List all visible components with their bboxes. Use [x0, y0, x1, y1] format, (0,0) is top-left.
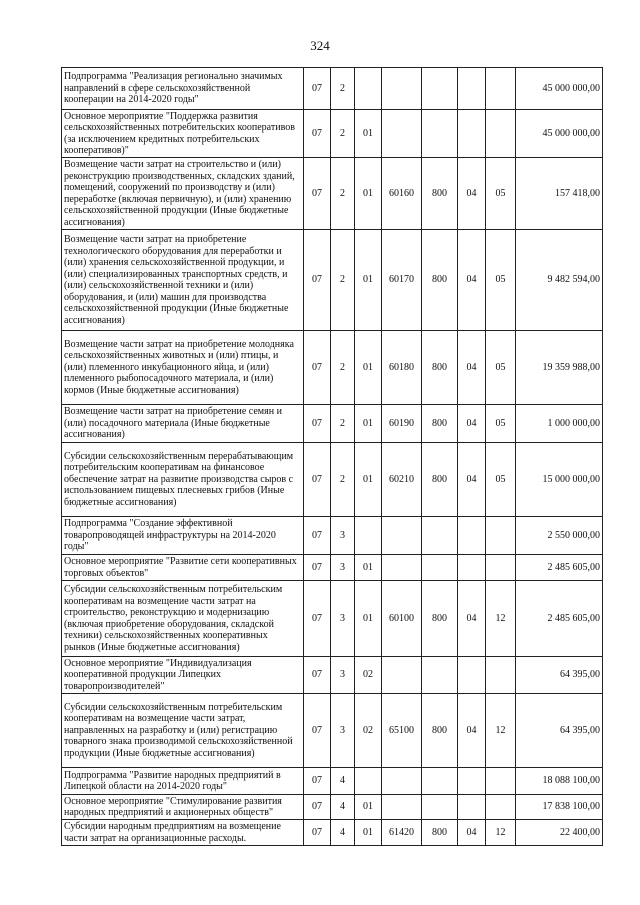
cell-event: 01 — [355, 795, 382, 820]
cell-expense-type: 800 — [422, 443, 458, 517]
cell-section — [458, 68, 486, 110]
cell-subsection — [486, 795, 516, 820]
cell-subsection — [486, 110, 516, 158]
cell-section — [458, 657, 486, 694]
table-row — [62, 443, 603, 517]
cell-amount: 2 485 605,00 — [516, 555, 603, 581]
row-name: Субсидии сельскохозяйственным потребительским кооперативам на возмещение части затрат, направленных на разработку и (или) регистрацию товарного знака производимой сельскохозяйственной продукции (Иные бюджетные ассигнования) — [62, 694, 304, 768]
cell-expense-type: 800 — [422, 581, 458, 657]
cell-event: 01 — [355, 158, 382, 230]
cell-amount: 18 088 100,00 — [516, 768, 603, 795]
cell-section: 04 — [458, 581, 486, 657]
cell-amount: 64 395,00 — [516, 657, 603, 694]
table-row — [62, 768, 603, 795]
cell-program: 2 — [331, 230, 355, 331]
cell-event: 01 — [355, 230, 382, 331]
row-name: Основное мероприятие "Индивидуализация кооперативной продукции Липецких товаропроизводителей" — [62, 657, 304, 694]
cell-amount: 9 482 594,00 — [516, 230, 603, 331]
cell-expense-type — [422, 555, 458, 581]
row-name: Основное мероприятие "Поддержка развития сельскохозяйственных потребительских кооперативов (за исключением кредитных потребительских кооперативов)" — [62, 110, 304, 158]
cell-expense-type — [422, 68, 458, 110]
table-row — [62, 517, 603, 555]
cell-section: 04 — [458, 158, 486, 230]
cell-direction — [382, 517, 422, 555]
cell-program: 3 — [331, 517, 355, 555]
cell-section — [458, 768, 486, 795]
row-name: Субсидии сельскохозяйственным потребительским кооперативам на возмещение части затрат на строительство, реконструкцию и модернизацию (включая приобретение оборудования, складской техники) сельскохозяйственных кооперативных рынков (Иные бюджетные ассигнования) — [62, 581, 304, 657]
row-name: Основное мероприятие "Развитие сети кооперативных торговых объектов" — [62, 555, 304, 581]
cell-section — [458, 110, 486, 158]
cell-expense-type — [422, 110, 458, 158]
table-row — [62, 110, 603, 158]
cell-amount: 19 359 988,00 — [516, 331, 603, 405]
cell-program: 4 — [331, 820, 355, 846]
cell-subsection — [486, 68, 516, 110]
row-name: Возмещение части затрат на приобретение молодняка сельскохозяйственных животных и (или) птицы, и (или) племенного инкубационного яйца, и (или) племенного рыбопосадочного материала, и (или) кормов (Иные бюджетные ассигнования) — [62, 331, 304, 405]
cell-expense-type: 800 — [422, 405, 458, 443]
cell-section — [458, 555, 486, 581]
cell-event — [355, 68, 382, 110]
cell-amount: 22 400,00 — [516, 820, 603, 846]
table-row — [62, 158, 603, 230]
cell-expense-type — [422, 517, 458, 555]
row-name: Подпрограмма "Создание эффективной товаропроводящей инфраструктуры на 2014-2020 годы" — [62, 517, 304, 555]
cell-program: 4 — [331, 768, 355, 795]
cell-ministry: 07 — [304, 68, 331, 110]
cell-amount: 2 550 000,00 — [516, 517, 603, 555]
table-row — [62, 581, 603, 657]
cell-event: 01 — [355, 443, 382, 517]
cell-direction — [382, 110, 422, 158]
cell-program: 2 — [331, 405, 355, 443]
cell-direction — [382, 795, 422, 820]
cell-expense-type: 800 — [422, 694, 458, 768]
row-name: Подпрограмма "Реализация регионально значимых направлений в сфере сельскохозяйственной кооперации на 2014-2020 годы" — [62, 68, 304, 110]
cell-amount: 2 485 605,00 — [516, 581, 603, 657]
cell-amount: 45 000 000,00 — [516, 110, 603, 158]
cell-event: 02 — [355, 694, 382, 768]
cell-expense-type: 800 — [422, 331, 458, 405]
cell-section: 04 — [458, 443, 486, 517]
cell-event: 01 — [355, 820, 382, 846]
cell-subsection: 05 — [486, 331, 516, 405]
row-name: Возмещение части затрат на приобретение технологического оборудования для переработки и (или) хранения сельскохозяйственной продукции, и (или) специализированных транспортных средств, и (или) сельскохозяйственной техники и (или) оборудования, и (или) машин для производства сельскохозяйственной продукции (Иные бюджетные ассигнования) — [62, 230, 304, 331]
cell-event: 01 — [355, 555, 382, 581]
cell-event — [355, 768, 382, 795]
cell-section: 04 — [458, 230, 486, 331]
cell-direction: 60100 — [382, 581, 422, 657]
cell-amount: 45 000 000,00 — [516, 68, 603, 110]
cell-section: 04 — [458, 331, 486, 405]
cell-program: 3 — [331, 657, 355, 694]
cell-expense-type: 800 — [422, 158, 458, 230]
table-row — [62, 331, 603, 405]
table-row — [62, 555, 603, 581]
table-row — [62, 820, 603, 846]
cell-program: 3 — [331, 694, 355, 768]
cell-direction: 60190 — [382, 405, 422, 443]
cell-program: 2 — [331, 443, 355, 517]
cell-direction — [382, 657, 422, 694]
cell-ministry: 07 — [304, 820, 331, 846]
cell-section: 04 — [458, 820, 486, 846]
cell-ministry: 07 — [304, 555, 331, 581]
table-row — [62, 68, 603, 110]
cell-expense-type: 800 — [422, 820, 458, 846]
cell-program: 4 — [331, 795, 355, 820]
row-name: Субсидии сельскохозяйственным перерабатывающим потребительским кооперативам на финансовое обеспечение затрат на развитие производства сыров с использованием пищевых плесневых грибов (Иные бюджетные ассигнования) — [62, 443, 304, 517]
cell-direction — [382, 768, 422, 795]
cell-amount: 17 838 100,00 — [516, 795, 603, 820]
cell-expense-type: 800 — [422, 230, 458, 331]
cell-event: 02 — [355, 657, 382, 694]
cell-expense-type — [422, 795, 458, 820]
cell-event — [355, 517, 382, 555]
cell-program: 2 — [331, 110, 355, 158]
cell-subsection: 05 — [486, 158, 516, 230]
cell-ministry: 07 — [304, 657, 331, 694]
cell-ministry: 07 — [304, 581, 331, 657]
cell-ministry: 07 — [304, 517, 331, 555]
cell-subsection: 12 — [486, 820, 516, 846]
cell-amount: 15 000 000,00 — [516, 443, 603, 517]
table-body — [62, 68, 603, 846]
row-name: Подпрограмма "Развитие народных предприятий в Липецкой области на 2014-2020 годы" — [62, 768, 304, 795]
cell-event: 01 — [355, 581, 382, 657]
row-name: Возмещение части затрат на строительство и (или) реконструкцию производственных, складских зданий, помещений, сооружений по производству и (или) переработке (включая первичную), и (или) хранению сельскохозяйственной продукции (Иные бюджетные ассигнования) — [62, 158, 304, 230]
row-name: Субсидии народным предприятиям на возмещение части затрат на организационные расходы. — [62, 820, 304, 846]
budget-table — [61, 67, 603, 846]
cell-ministry: 07 — [304, 405, 331, 443]
table-row — [62, 230, 603, 331]
row-name: Возмещение части затрат на приобретение семян и (или) посадочного материала (Иные бюджетные ассигнования) — [62, 405, 304, 443]
cell-subsection — [486, 768, 516, 795]
cell-amount: 1 000 000,00 — [516, 405, 603, 443]
page-number: 324 — [310, 38, 330, 53]
cell-program: 3 — [331, 581, 355, 657]
cell-direction: 60160 — [382, 158, 422, 230]
cell-program: 2 — [331, 331, 355, 405]
table-row — [62, 694, 603, 768]
cell-ministry: 07 — [304, 768, 331, 795]
cell-expense-type — [422, 768, 458, 795]
cell-subsection — [486, 555, 516, 581]
cell-ministry: 07 — [304, 443, 331, 517]
table-row — [62, 657, 603, 694]
cell-program: 3 — [331, 555, 355, 581]
cell-section — [458, 517, 486, 555]
cell-program: 2 — [331, 158, 355, 230]
cell-section: 04 — [458, 694, 486, 768]
cell-amount: 64 395,00 — [516, 694, 603, 768]
cell-amount: 157 418,00 — [516, 158, 603, 230]
cell-ministry: 07 — [304, 110, 331, 158]
cell-direction — [382, 555, 422, 581]
cell-program: 2 — [331, 68, 355, 110]
cell-subsection: 12 — [486, 694, 516, 768]
table-row — [62, 795, 603, 820]
cell-direction: 60180 — [382, 331, 422, 405]
cell-ministry: 07 — [304, 331, 331, 405]
cell-direction — [382, 68, 422, 110]
cell-ministry: 07 — [304, 694, 331, 768]
cell-direction: 61420 — [382, 820, 422, 846]
cell-event: 01 — [355, 331, 382, 405]
cell-subsection — [486, 517, 516, 555]
cell-subsection: 05 — [486, 443, 516, 517]
cell-direction: 65100 — [382, 694, 422, 768]
cell-subsection: 05 — [486, 405, 516, 443]
cell-ministry: 07 — [304, 795, 331, 820]
cell-event: 01 — [355, 405, 382, 443]
cell-expense-type — [422, 657, 458, 694]
cell-subsection: 12 — [486, 581, 516, 657]
row-name: Основное мероприятие "Стимулирование развития народных предприятий и акционерных обществ" — [62, 795, 304, 820]
cell-subsection — [486, 657, 516, 694]
cell-subsection: 05 — [486, 230, 516, 331]
table-row — [62, 405, 603, 443]
cell-direction: 60170 — [382, 230, 422, 331]
cell-direction: 60210 — [382, 443, 422, 517]
cell-ministry: 07 — [304, 230, 331, 331]
cell-event: 01 — [355, 110, 382, 158]
cell-section: 04 — [458, 405, 486, 443]
cell-section — [458, 795, 486, 820]
cell-ministry: 07 — [304, 158, 331, 230]
